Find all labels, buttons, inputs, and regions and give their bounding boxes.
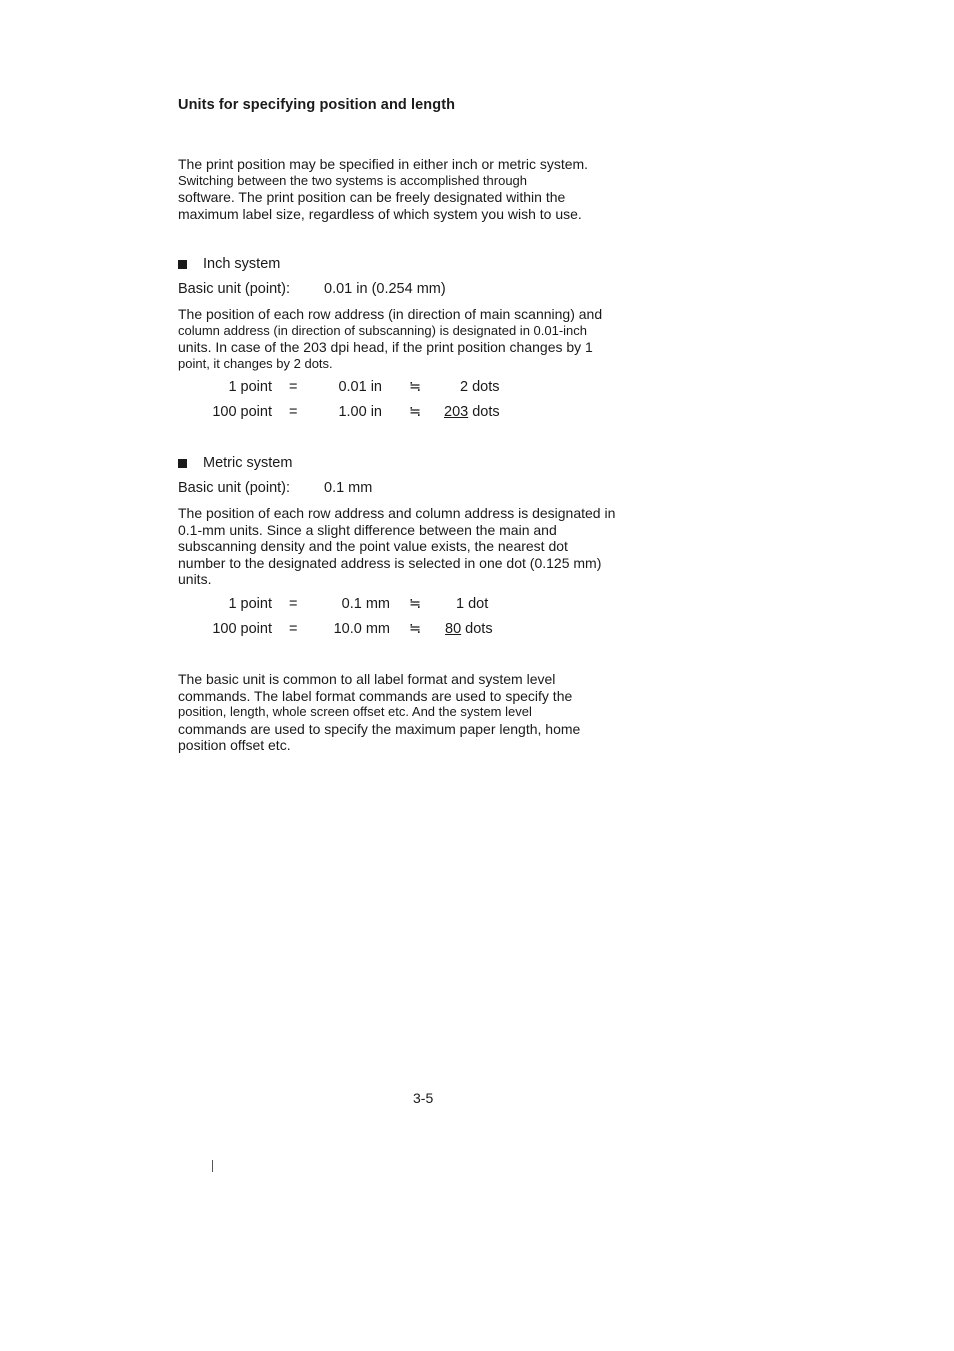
- basic-unit-label: Basic unit (point):: [178, 480, 291, 496]
- intro-line: software. The print position can be freely designated within the: [178, 189, 566, 206]
- square-bullet-icon: [178, 260, 187, 269]
- dot-count-text: dots: [468, 404, 500, 420]
- dot-count: [444, 404, 500, 420]
- basic-unit-value: 0.1 mm: [324, 480, 373, 496]
- dot-count-text: 1 dot: [456, 596, 489, 612]
- metric-basic-unit: [178, 480, 373, 496]
- scan-mark: [212, 1160, 213, 1172]
- inch-description: [178, 306, 658, 372]
- inch-system-title: Inch system: [203, 256, 281, 272]
- metric-line: subscanning density and the point value exists, the nearest dot: [178, 538, 568, 555]
- length-value: 1.00 in: [338, 404, 382, 420]
- inch-line: column address (in direction of subscanning) is designated in 0.01-inch: [178, 322, 588, 338]
- metric-system-title: Metric system: [203, 455, 293, 471]
- metric-line: units.: [178, 571, 212, 588]
- dot-count: [456, 596, 488, 612]
- closing-line: commands. The label format commands are used to specify the: [178, 687, 573, 704]
- dot-count-text: 2 dots: [460, 379, 500, 395]
- intro-line: Switching between the two systems is accomplished through: [178, 172, 528, 188]
- basic-unit-label: Basic unit (point):: [178, 281, 291, 297]
- metric-line: 0.1-mm units. Since a slight difference between the main and: [178, 521, 557, 538]
- metric-line: number to the designated address is selected in one dot (0.125 mm): [178, 554, 602, 571]
- approx-sign: ≒: [409, 379, 422, 395]
- metric-line: The position of each row address and column address is designated in: [178, 505, 616, 521]
- inch-line: The position of each row address (in direction of main scanning) and: [178, 306, 603, 322]
- length-value: 0.01 in: [338, 379, 382, 395]
- equals-sign: =: [289, 379, 298, 395]
- approx-sign: ≒: [409, 621, 422, 637]
- section-heading: Units for specifying position and length: [178, 97, 456, 113]
- metric-description: [178, 505, 658, 588]
- closing-line: The basic unit is common to all label format and system level: [178, 671, 556, 687]
- dot-count-text: dots: [461, 621, 493, 637]
- dot-count-number: 80: [445, 621, 462, 637]
- point-count: 100 point: [212, 621, 272, 637]
- point-count: 1 point: [228, 596, 272, 612]
- basic-unit-value: 0.01 in (0.254 mm): [324, 281, 446, 297]
- inch-conversion-row: [0, 404, 954, 424]
- point-count: 1 point: [228, 379, 272, 395]
- closing-line: position offset etc.: [178, 737, 291, 754]
- intro-line: maximum label size, regardless of which system you wish to use.: [178, 205, 582, 222]
- intro-line: The print position may be specified in either inch or metric system.: [178, 156, 589, 172]
- inch-system-heading: [178, 256, 280, 272]
- inch-basic-unit: [178, 281, 446, 297]
- length-value: 0.1 mm: [341, 596, 390, 612]
- inch-line: units. In case of the 203 dpi head, if the print position changes by 1: [178, 339, 593, 356]
- equals-sign: =: [289, 596, 298, 612]
- dot-count: [445, 621, 493, 637]
- closing-line: commands are used to specify the maximum paper length, home: [178, 720, 581, 737]
- inch-conversion-row: [0, 379, 954, 399]
- dot-count-number: 203: [444, 404, 469, 420]
- equals-sign: =: [289, 621, 298, 637]
- intro-paragraph: [178, 156, 658, 222]
- metric-system-heading: [178, 455, 292, 471]
- length-value: 10.0 mm: [333, 621, 390, 637]
- equals-sign: =: [289, 404, 298, 420]
- inch-line: point, it changes by 2 dots.: [178, 355, 333, 371]
- approx-sign: ≒: [409, 596, 422, 612]
- metric-conversion-row: [0, 621, 954, 641]
- page-number: 3-5: [413, 1090, 434, 1106]
- metric-conversion-row: [0, 596, 954, 616]
- closing-line: position, length, whole screen offset etc. And the system level: [178, 704, 532, 720]
- closing-paragraph: [178, 671, 658, 754]
- square-bullet-icon: [178, 459, 187, 468]
- approx-sign: ≒: [409, 404, 422, 420]
- dot-count: [460, 379, 500, 395]
- point-count: 100 point: [212, 404, 272, 420]
